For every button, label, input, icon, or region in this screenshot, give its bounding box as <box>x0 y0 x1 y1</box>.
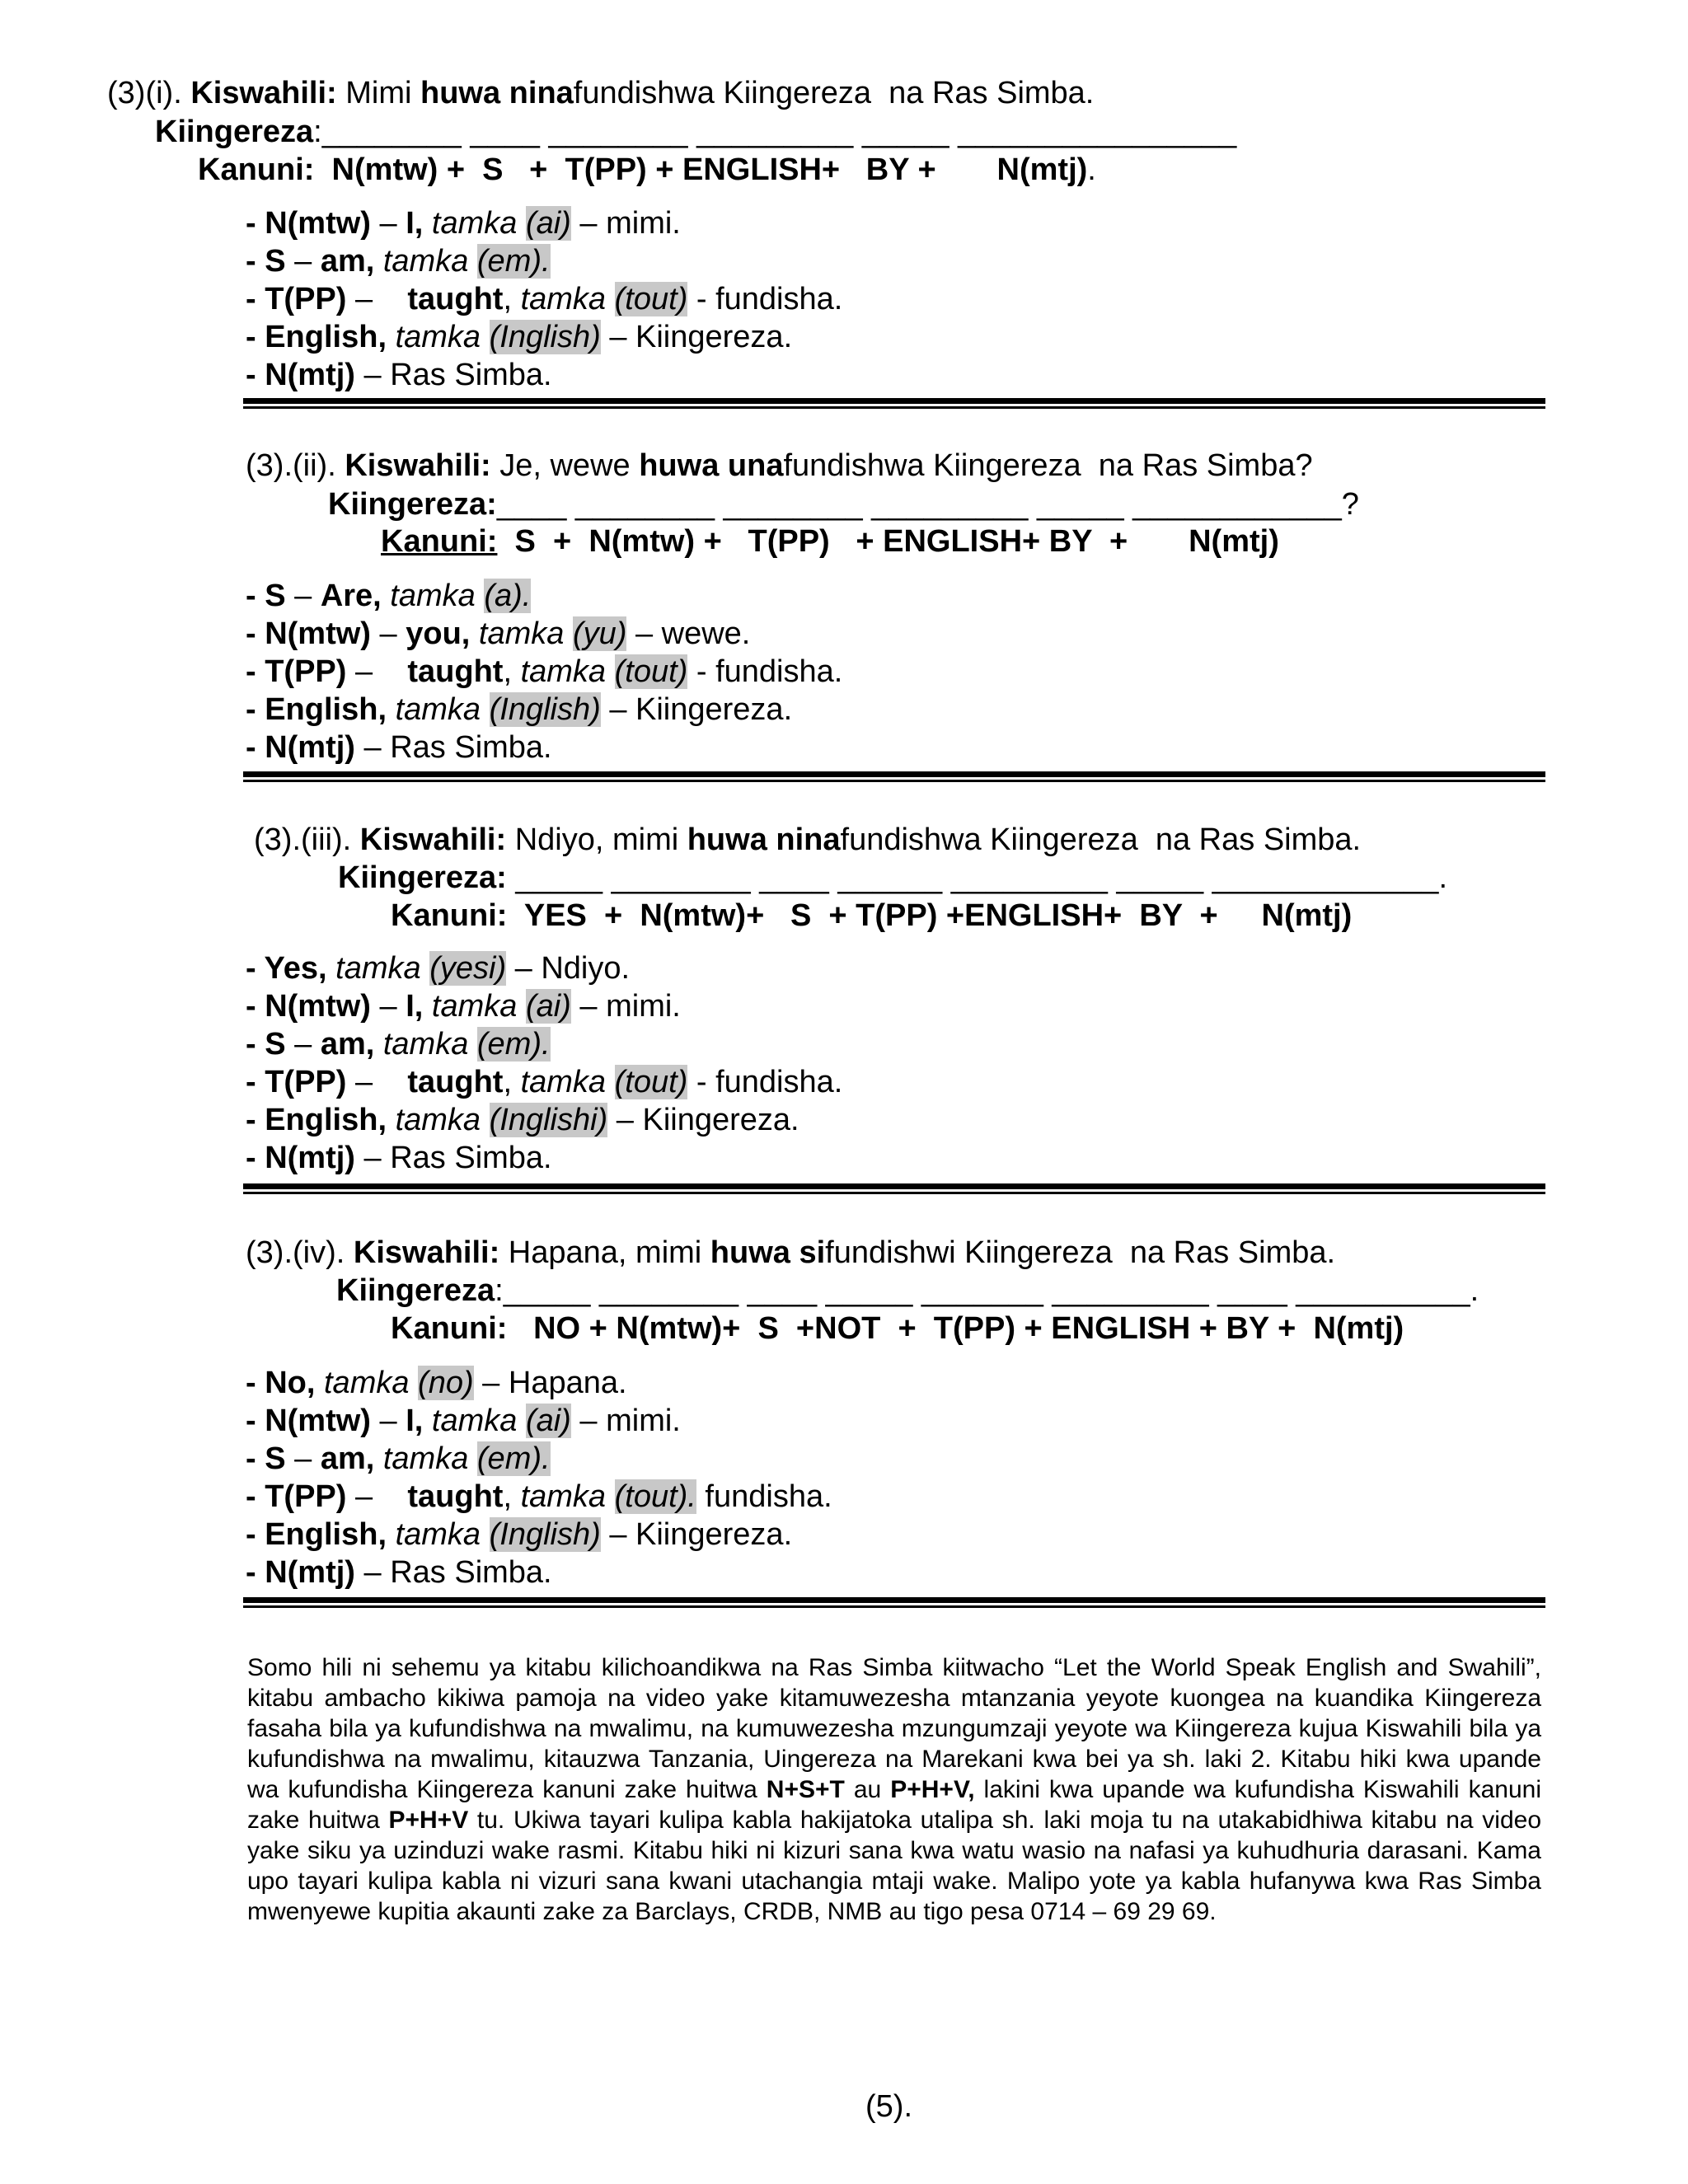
term-bold: - N(mtw) <box>246 1404 371 1438</box>
kiingereza-answer-line <box>155 113 1236 151</box>
kiingereza-separator <box>507 860 516 895</box>
kanuni-label: Kanuni: <box>381 524 498 559</box>
item-text <box>468 1441 477 1476</box>
paragraph-text: lakini kwa upande wa kufundisha Kiswahili kanuni zake huitwa <box>247 1776 1542 1834</box>
item-text <box>468 1027 477 1062</box>
vocabulary-item <box>246 653 842 691</box>
item-text: – Ras Simba. <box>354 730 552 765</box>
term-bold: - English, <box>246 1103 387 1137</box>
pronunciation-highlight: (Inglish) <box>489 1517 601 1552</box>
vocabulary-item <box>246 1554 552 1591</box>
item-text <box>476 579 485 613</box>
kanuni-formula: NO + N(mtw)+ S +NOT + T(PP) + ENGLISH + BY + N(mtj) <box>507 1311 1404 1346</box>
item-text <box>470 616 479 651</box>
item-text: – <box>285 579 321 613</box>
answer-blanks: ____ ________ ________ _________ _____ ____________ <box>496 487 1342 522</box>
item-text: – Ras Simba. <box>354 1555 552 1590</box>
tamka-word: tamka <box>520 282 607 316</box>
tamka-word: tamka <box>382 244 469 279</box>
tamka-word: tamka <box>478 616 565 651</box>
kiswahili-label: Kiswahili: <box>359 823 507 857</box>
kiswahili-label: Kiswahili: <box>353 1235 500 1270</box>
term-bold: - T(PP) <box>246 1065 347 1099</box>
pronunciation-highlight: (tout). <box>614 1479 696 1514</box>
tamka-word: tamka <box>395 1517 481 1552</box>
divider-thin-line <box>243 406 1545 409</box>
kiswahili-sentence-part: Ndiyo, mimi <box>506 823 687 857</box>
kiingereza-label: Kiingereza: <box>328 487 497 522</box>
item-text: , <box>503 1479 521 1514</box>
term-bold: - English, <box>246 1517 387 1552</box>
item-text: – <box>370 616 406 651</box>
answer-end-punctuation: . <box>1438 860 1447 895</box>
kiswahili-sentence-part: huwa nina <box>687 823 841 857</box>
kiswahili-sentence-part: Je, wewe <box>490 448 640 483</box>
answer-end-punctuation: ? <box>1341 487 1359 522</box>
item-text: - fundisha. <box>687 654 843 689</box>
pronunciation-highlight: (ai) <box>525 1404 571 1438</box>
item-text <box>382 579 391 613</box>
tamka-word: tamka <box>431 206 518 241</box>
kiingereza-answer-line <box>328 485 1359 523</box>
answer-blanks: _____ ________ ____ _____ _______ _________ ____ __________ <box>503 1273 1470 1308</box>
divider-thick-line <box>243 771 1545 777</box>
vocabulary-item <box>246 1402 681 1440</box>
pronunciation-highlight: (yu) <box>572 616 627 651</box>
item-text: - fundisha. <box>687 1065 843 1099</box>
kanuni-formula: S + N(mtw) + T(PP) + ENGLISH+ BY + N(mtj) <box>497 524 1279 559</box>
item-text <box>387 1517 396 1552</box>
item-text <box>468 244 477 279</box>
tamka-word: tamka <box>395 692 481 727</box>
item-text <box>387 692 396 727</box>
item-text <box>481 692 490 727</box>
exercise-heading <box>246 1234 1335 1272</box>
term-bold: - Yes, <box>246 951 327 986</box>
kiingereza-separator: : <box>495 1273 504 1308</box>
pronunciation-highlight: (tout) <box>614 654 688 689</box>
exercise-number: (3).(iv). <box>246 1235 354 1270</box>
divider-thick-line <box>243 398 1545 404</box>
tamka-word: tamka <box>431 1404 518 1438</box>
term-bold: I, <box>406 1404 424 1438</box>
term-bold: - N(mtj) <box>246 1141 355 1175</box>
item-text <box>423 206 432 241</box>
vocabulary-item <box>246 280 842 318</box>
term-bold: taught <box>407 282 504 316</box>
item-text: , <box>503 1065 521 1099</box>
term-bold: - N(mtj) <box>246 1555 355 1590</box>
item-text: – Ras Simba. <box>354 358 552 392</box>
exercise-number: (3)(i). <box>107 76 191 110</box>
term-bold: taught <box>407 1065 504 1099</box>
paragraph-text: Somo hili ni sehemu ya kitabu kilichoandikwa na Ras Simba kiitwacho “Let the World Speak English and Swahili”, kitabu ambacho kikiwa pamoja na video yake kitamuwezesha mtanzania yeyote kuongea na kuandika Kiingereza fasaha bila ya kufundishwa na mwalimu, na kumuwezesha mzungumzaji yeyote wa Kiingereza kujua Kiswahili bila ya kufundishwa na mwalimu, kitauzwa Tanzania, Uingereza na Marekani kwa bei ya sh. laki 2. Kitabu hiki kwa upande wa kufundisha Kiingereza kanuni zake huitwa <box>247 1654 1541 1803</box>
term-bold: you, <box>406 616 471 651</box>
tamka-word: tamka <box>520 1479 607 1514</box>
vocabulary-item <box>246 1478 832 1516</box>
vocabulary-item <box>246 204 681 242</box>
item-text: – <box>346 1479 408 1514</box>
item-text: – <box>346 282 408 316</box>
vocabulary-item <box>246 987 681 1025</box>
kiswahili-sentence-part: Mimi <box>336 76 420 110</box>
exercise-heading <box>254 821 1361 859</box>
kiswahili-sentence-part: huwa nina <box>420 76 574 110</box>
item-text <box>315 1366 324 1400</box>
item-text: – Kiingereza. <box>607 1103 799 1137</box>
vocabulary-item <box>246 729 552 766</box>
pronunciation-highlight: (a). <box>484 579 532 613</box>
item-text: – <box>370 989 406 1024</box>
item-text: – <box>346 654 408 689</box>
term-bold: - T(PP) <box>246 654 347 689</box>
item-text <box>421 951 430 986</box>
vocabulary-item <box>246 1063 842 1101</box>
item-text <box>606 654 615 689</box>
item-text <box>374 1027 383 1062</box>
vocabulary-item <box>246 615 750 653</box>
pronunciation-highlight: (yesi) <box>429 951 507 986</box>
tamka-word: tamka <box>395 320 481 354</box>
paragraph-text: au <box>844 1776 891 1803</box>
tamka-word: tamka <box>520 1065 607 1099</box>
item-text: – <box>346 1065 408 1099</box>
vocabulary-item <box>246 949 630 987</box>
item-text: – Kiingereza. <box>600 320 793 354</box>
item-text <box>606 282 615 316</box>
term-bold: - S <box>246 1027 286 1062</box>
kiingereza-answer-line <box>336 1272 1479 1310</box>
kiswahili-sentence-part: Hapana, mimi <box>499 1235 710 1270</box>
term-bold: - S <box>246 579 286 613</box>
page-number: (5). <box>865 2089 912 2124</box>
term-bold: - T(PP) <box>246 1479 347 1514</box>
kanuni-label: Kanuni: <box>198 152 315 187</box>
vocabulary-item <box>246 1440 551 1478</box>
term-bold: - English, <box>246 692 387 727</box>
item-text: - fundisha. <box>687 282 843 316</box>
term-bold: - N(mtj) <box>246 358 355 392</box>
tamka-word: tamka <box>520 654 607 689</box>
item-text: – <box>370 1404 406 1438</box>
kiswahili-sentence-part: huwa una <box>639 448 784 483</box>
pronunciation-highlight: (tout) <box>614 1065 688 1099</box>
term-bold: Are, <box>320 579 382 613</box>
item-text: – Ras Simba. <box>354 1141 552 1175</box>
paragraph-text: N+S+T <box>766 1776 845 1803</box>
kanuni-end-punctuation: . <box>1087 152 1096 187</box>
term-bold: am, <box>320 244 375 279</box>
item-text <box>517 989 526 1024</box>
term-bold: - No, <box>246 1366 316 1400</box>
divider-thick-line <box>243 1597 1545 1603</box>
tamka-word: tamka <box>382 1441 469 1476</box>
item-text: – wewe. <box>626 616 751 651</box>
term-bold: - S <box>246 244 286 279</box>
pronunciation-highlight: (em). <box>476 244 551 279</box>
kanuni-formula: N(mtw) + S + T(PP) + ENGLISH+ BY + N(mtj) <box>314 152 1088 187</box>
vocabulary-item <box>246 1101 799 1139</box>
tamka-word: tamka <box>390 579 476 613</box>
vocabulary-item <box>246 1516 792 1554</box>
tamka-word: tamka <box>431 989 518 1024</box>
item-text: – Ndiyo. <box>506 951 631 986</box>
term-bold: - S <box>246 1441 286 1476</box>
vocabulary-item <box>246 1364 627 1402</box>
vocabulary-item <box>246 1139 552 1177</box>
item-text: – <box>285 1027 321 1062</box>
item-text <box>481 1103 490 1137</box>
item-text <box>517 206 526 241</box>
answer-end-punctuation: . <box>1470 1273 1479 1308</box>
divider-thin-line <box>243 780 1545 782</box>
item-text: , <box>503 282 521 316</box>
term-bold: - N(mtj) <box>246 730 355 765</box>
item-text <box>387 320 396 354</box>
paragraph-text: P+H+V <box>388 1807 469 1834</box>
item-text <box>517 1404 526 1438</box>
term-bold: - N(mtw) <box>246 616 371 651</box>
kiswahili-sentence-part: fundishwa Kiingereza na Ras Simba. <box>573 76 1095 110</box>
kiswahili-sentence-part: fundishwi Kiingereza na Ras Simba. <box>825 1235 1336 1270</box>
pronunciation-highlight: (em). <box>476 1441 551 1476</box>
kanuni-formula-line <box>391 897 1352 935</box>
exercise-number: (3).(ii). <box>246 448 345 483</box>
answer-blanks: ________ ____ ________ _________ _____ ________________ <box>321 115 1237 149</box>
pronunciation-highlight: (Inglish) <box>489 320 601 354</box>
item-text <box>374 1441 383 1476</box>
kiswahili-label: Kiswahili: <box>345 448 491 483</box>
divider-thick-line <box>243 1183 1545 1189</box>
kiswahili-sentence-part: fundishwa Kiingereza na Ras Simba. <box>840 823 1362 857</box>
term-bold: - N(mtw) <box>246 206 371 241</box>
pronunciation-highlight: (em). <box>476 1027 551 1062</box>
item-text <box>387 1103 396 1137</box>
pronunciation-highlight: (ai) <box>525 206 571 241</box>
item-text <box>481 320 490 354</box>
vocabulary-item <box>246 318 792 356</box>
item-text: – mimi. <box>570 1404 681 1438</box>
item-text: fundisha. <box>696 1479 832 1514</box>
section-divider <box>243 771 1545 782</box>
kiingereza-answer-line <box>338 859 1447 897</box>
item-text: – Hapana. <box>473 1366 627 1400</box>
kiswahili-sentence-part: huwa si <box>710 1235 826 1270</box>
pronunciation-highlight: (tout) <box>614 282 688 316</box>
kiingereza-separator: : <box>313 115 322 149</box>
tamka-word: tamka <box>382 1027 469 1062</box>
vocabulary-item <box>246 577 531 615</box>
answer-blanks: _____ ________ ____ ______ _________ _____ _____________ <box>515 860 1439 895</box>
tamka-word: tamka <box>395 1103 481 1137</box>
exercise-heading <box>246 447 1313 485</box>
term-bold: am, <box>320 1027 375 1062</box>
term-bold: - N(mtw) <box>246 989 371 1024</box>
pronunciation-highlight: (Inglishi) <box>489 1103 608 1137</box>
item-text: – Kiingereza. <box>600 692 793 727</box>
item-text: – mimi. <box>570 989 681 1024</box>
vocabulary-item <box>246 356 552 394</box>
item-text: – <box>285 1441 321 1476</box>
section-divider <box>243 1597 1545 1608</box>
exercise-heading <box>107 74 1094 112</box>
tamka-word: tamka <box>335 951 421 986</box>
item-text: – <box>285 244 321 279</box>
vocabulary-item <box>246 1025 551 1063</box>
kanuni-formula-line <box>391 1310 1404 1347</box>
kanuni-formula: YES + N(mtw)+ S + T(PP) +ENGLISH+ BY + N(mtj) <box>507 898 1353 933</box>
kiingereza-label: Kiingereza <box>336 1273 495 1308</box>
item-text <box>409 1366 418 1400</box>
vocabulary-item <box>246 242 551 280</box>
kiswahili-label: Kiswahili: <box>190 76 337 110</box>
item-text: – mimi. <box>570 206 681 241</box>
pronunciation-highlight: (Inglish) <box>489 692 601 727</box>
exercise-number: (3).(iii). <box>254 823 360 857</box>
item-text <box>423 1404 432 1438</box>
kanuni-label: Kanuni: <box>391 898 508 933</box>
kanuni-formula-line <box>381 523 1279 560</box>
kanuni-formula-line <box>198 151 1096 189</box>
item-text <box>606 1065 615 1099</box>
term-bold: - English, <box>246 320 387 354</box>
divider-thin-line <box>243 1605 1545 1608</box>
term-bold: am, <box>320 1441 375 1476</box>
item-text: – <box>370 206 406 241</box>
term-bold: taught <box>407 1479 504 1514</box>
term-bold: taught <box>407 654 504 689</box>
item-text <box>606 1479 615 1514</box>
item-text <box>423 989 432 1024</box>
kiswahili-sentence-part: fundishwa Kiingereza na Ras Simba? <box>783 448 1313 483</box>
tamka-word: tamka <box>324 1366 410 1400</box>
term-bold: - T(PP) <box>246 282 347 316</box>
kanuni-label: Kanuni: <box>391 1311 508 1346</box>
pronunciation-highlight: (ai) <box>525 989 571 1024</box>
pronunciation-highlight: (no) <box>418 1366 474 1400</box>
kiingereza-label: Kiingereza <box>155 115 314 149</box>
section-divider <box>243 1183 1545 1194</box>
item-text: – Kiingereza. <box>600 1517 793 1552</box>
vocabulary-item <box>246 691 792 729</box>
paragraph-text: P+H+V, <box>890 1776 975 1803</box>
section-divider <box>243 398 1545 409</box>
item-text <box>374 244 383 279</box>
kiingereza-label: Kiingereza: <box>338 860 507 895</box>
divider-thin-line <box>243 1192 1545 1194</box>
paragraph-text: tu. Ukiwa tayari kulipa kabla hakijatoka utalipa sh. laki moja tu na utakabidhiwa kitabu na video yake siku ya uzinduzi wake rasmi. Kitabu hiki ni kizuri sana kwa watu wasio na nafasi ya kuhudhuria darasani. Kama upo tayari kulipa kabla ni vizuri sana kwani utachangia mtaji wake. Malipo yote ya kabla hufanywa kwa Ras Simba mwenyewe kupitia akaunti zake za Barclays, CRDB, NMB au tigo pesa 0714 – 69 29 69. <box>247 1807 1541 1925</box>
term-bold: I, <box>406 989 424 1024</box>
item-text <box>327 951 336 986</box>
item-text <box>481 1517 490 1552</box>
term-bold: I, <box>406 206 424 241</box>
item-text: , <box>503 654 521 689</box>
book-promo-paragraph <box>247 1652 1541 1927</box>
item-text <box>564 616 573 651</box>
